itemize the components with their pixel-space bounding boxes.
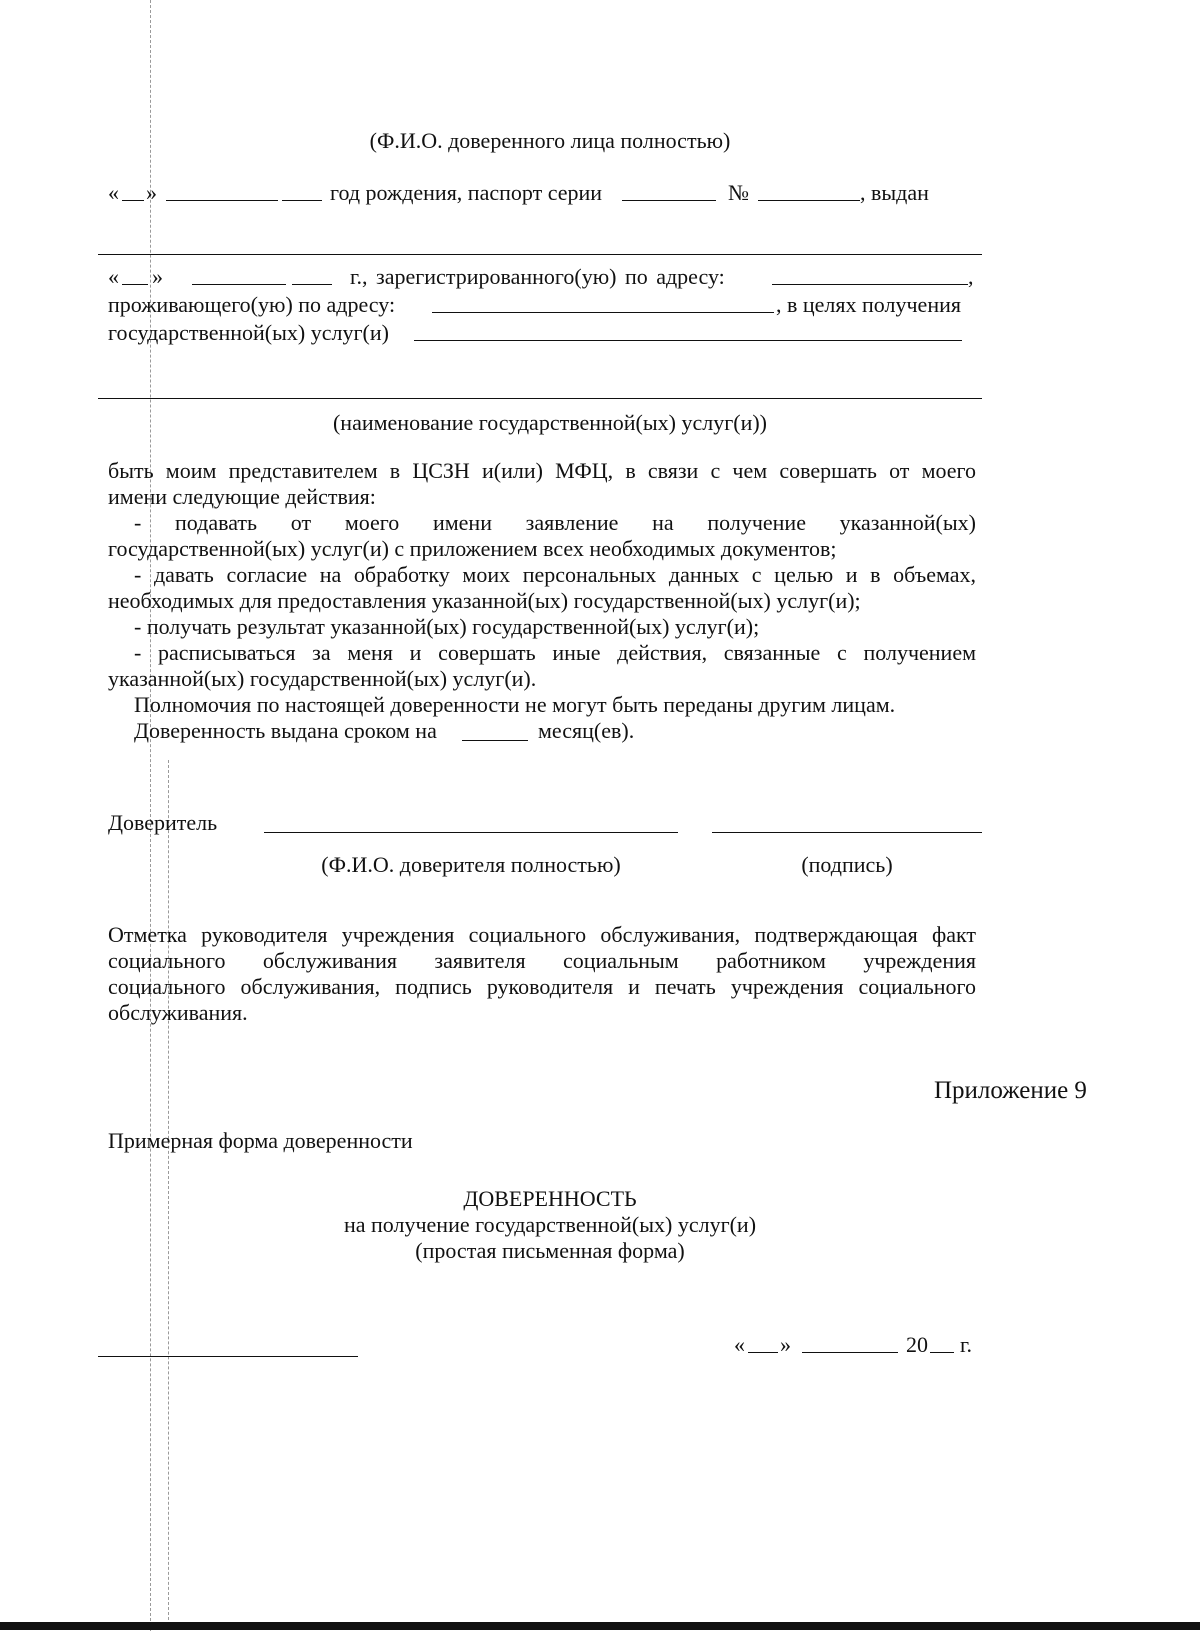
appendix-label: Приложение 9: [934, 1077, 1087, 1104]
day-blank[interactable]: [122, 284, 148, 285]
action-item-1-line-1: - подавать от моего имени заявление на получение указанной(ых): [134, 510, 976, 535]
powers-sentence: Полномочия по настоящей доверенности не могут быть переданы другим лицам.: [134, 692, 896, 717]
action-item-1-line-2: государственной(ых) услуг(и) с приложением всех необходимых документов;: [108, 536, 837, 561]
date-day-blank[interactable]: [748, 1352, 778, 1353]
month-blank[interactable]: [166, 200, 278, 201]
year-blank[interactable]: [282, 200, 322, 201]
principal-label: Доверитель: [108, 810, 218, 835]
date-century: 20: [906, 1332, 928, 1357]
scan-artifact-line: [168, 760, 169, 1620]
place-blank[interactable]: [98, 1356, 358, 1357]
service-name-caption: (наименование государственной(ых) услуг(и)): [332, 410, 768, 435]
issued-by-blank[interactable]: [98, 254, 982, 255]
action-item-2-line-1: - давать согласие на обработку моих персональных данных с целью и в объемах,: [134, 562, 976, 587]
date-year-blank[interactable]: [930, 1352, 954, 1353]
number-sign: №: [728, 180, 749, 205]
birth-line: [108, 180, 988, 208]
term-prefix: Доверенность выдана сроком на: [134, 718, 437, 743]
date-line: [734, 1332, 994, 1360]
service-name-blank[interactable]: [98, 398, 982, 399]
residence-address-blank[interactable]: [432, 312, 774, 313]
scan-bottom-border: [0, 1622, 1200, 1630]
term-suffix: месяц(ев).: [538, 718, 635, 743]
doc-subtitle: на получение государственной(ых) услуг(и): [343, 1212, 757, 1237]
registration-line: [108, 264, 988, 292]
quote-close: »: [152, 264, 163, 289]
passport-number-blank[interactable]: [758, 200, 860, 201]
principal-fio-blank[interactable]: [264, 832, 678, 833]
purpose-label: , в целях получения: [776, 292, 961, 317]
form-caption: Примерная форма доверенности: [108, 1128, 413, 1153]
residence-line: [108, 292, 988, 320]
birth-year-label: год рождения, паспорт серии: [330, 180, 603, 205]
action-item-4-line-2: указанной(ых) государственной(ых) услуг(и).: [108, 666, 537, 691]
date-year-suffix: г.: [960, 1332, 973, 1357]
quote-open: «: [108, 180, 119, 205]
services-blank[interactable]: [414, 340, 962, 341]
day-blank[interactable]: [122, 200, 144, 201]
note-line-4: обслуживания.: [108, 1000, 248, 1025]
action-item-3: - получать результат указанной(ых) государственной(ых) услуг(и);: [134, 614, 760, 639]
note-line-2: социального обслуживания заявителя социальным работником учреждения: [108, 948, 976, 973]
services-label: государственной(ых) услуг(и): [108, 320, 389, 345]
quote-close: »: [146, 180, 157, 205]
signature-blank[interactable]: [712, 832, 982, 833]
services-line: [108, 320, 988, 348]
residence-label: проживающего(ую) по адресу:: [108, 292, 396, 317]
note-line-3: социального обслуживания, подпись руководителя и печать учреждения социального: [108, 974, 976, 999]
date-month-blank[interactable]: [802, 1352, 898, 1353]
year-blank[interactable]: [292, 284, 332, 285]
doc-form: (простая письменная форма): [415, 1238, 685, 1263]
issued-label: , выдан: [860, 180, 929, 205]
passport-series-blank[interactable]: [622, 200, 716, 201]
registered-address-blank[interactable]: [772, 284, 968, 285]
month-blank[interactable]: [192, 284, 286, 285]
term-line: [134, 718, 734, 746]
doc-title: ДОВЕРЕННОСТЬ: [463, 1186, 637, 1211]
quote-open: «: [108, 264, 119, 289]
principal-fio-caption: (Ф.И.О. доверителя полностью): [321, 852, 621, 877]
proxy-fio-caption: (Ф.И.О. доверенного лица полностью): [369, 128, 731, 153]
comma: ,: [968, 264, 974, 289]
quote-close: »: [780, 1332, 791, 1357]
signature-caption: (подпись): [801, 852, 893, 877]
intro-line-1: быть моим представителем в ЦСЗН и(или) МФЦ, в связи с чем совершать от моего: [108, 458, 976, 483]
action-item-2-line-2: необходимых для предоставления указанной(ых) государственной(ых) услуг(и);: [108, 588, 861, 613]
registered-address-label: г., зарегистрированного(ую) по адресу:: [350, 264, 725, 289]
term-months-blank[interactable]: [462, 740, 528, 741]
note-line-1: Отметка руководителя учреждения социального обслуживания, подтверждающая факт: [108, 922, 976, 947]
quote-open: «: [734, 1332, 745, 1357]
action-item-4-line-1: - расписываться за меня и совершать иные действия, связанные с получением: [134, 640, 976, 665]
intro-line-2: имени следующие действия:: [108, 484, 376, 509]
